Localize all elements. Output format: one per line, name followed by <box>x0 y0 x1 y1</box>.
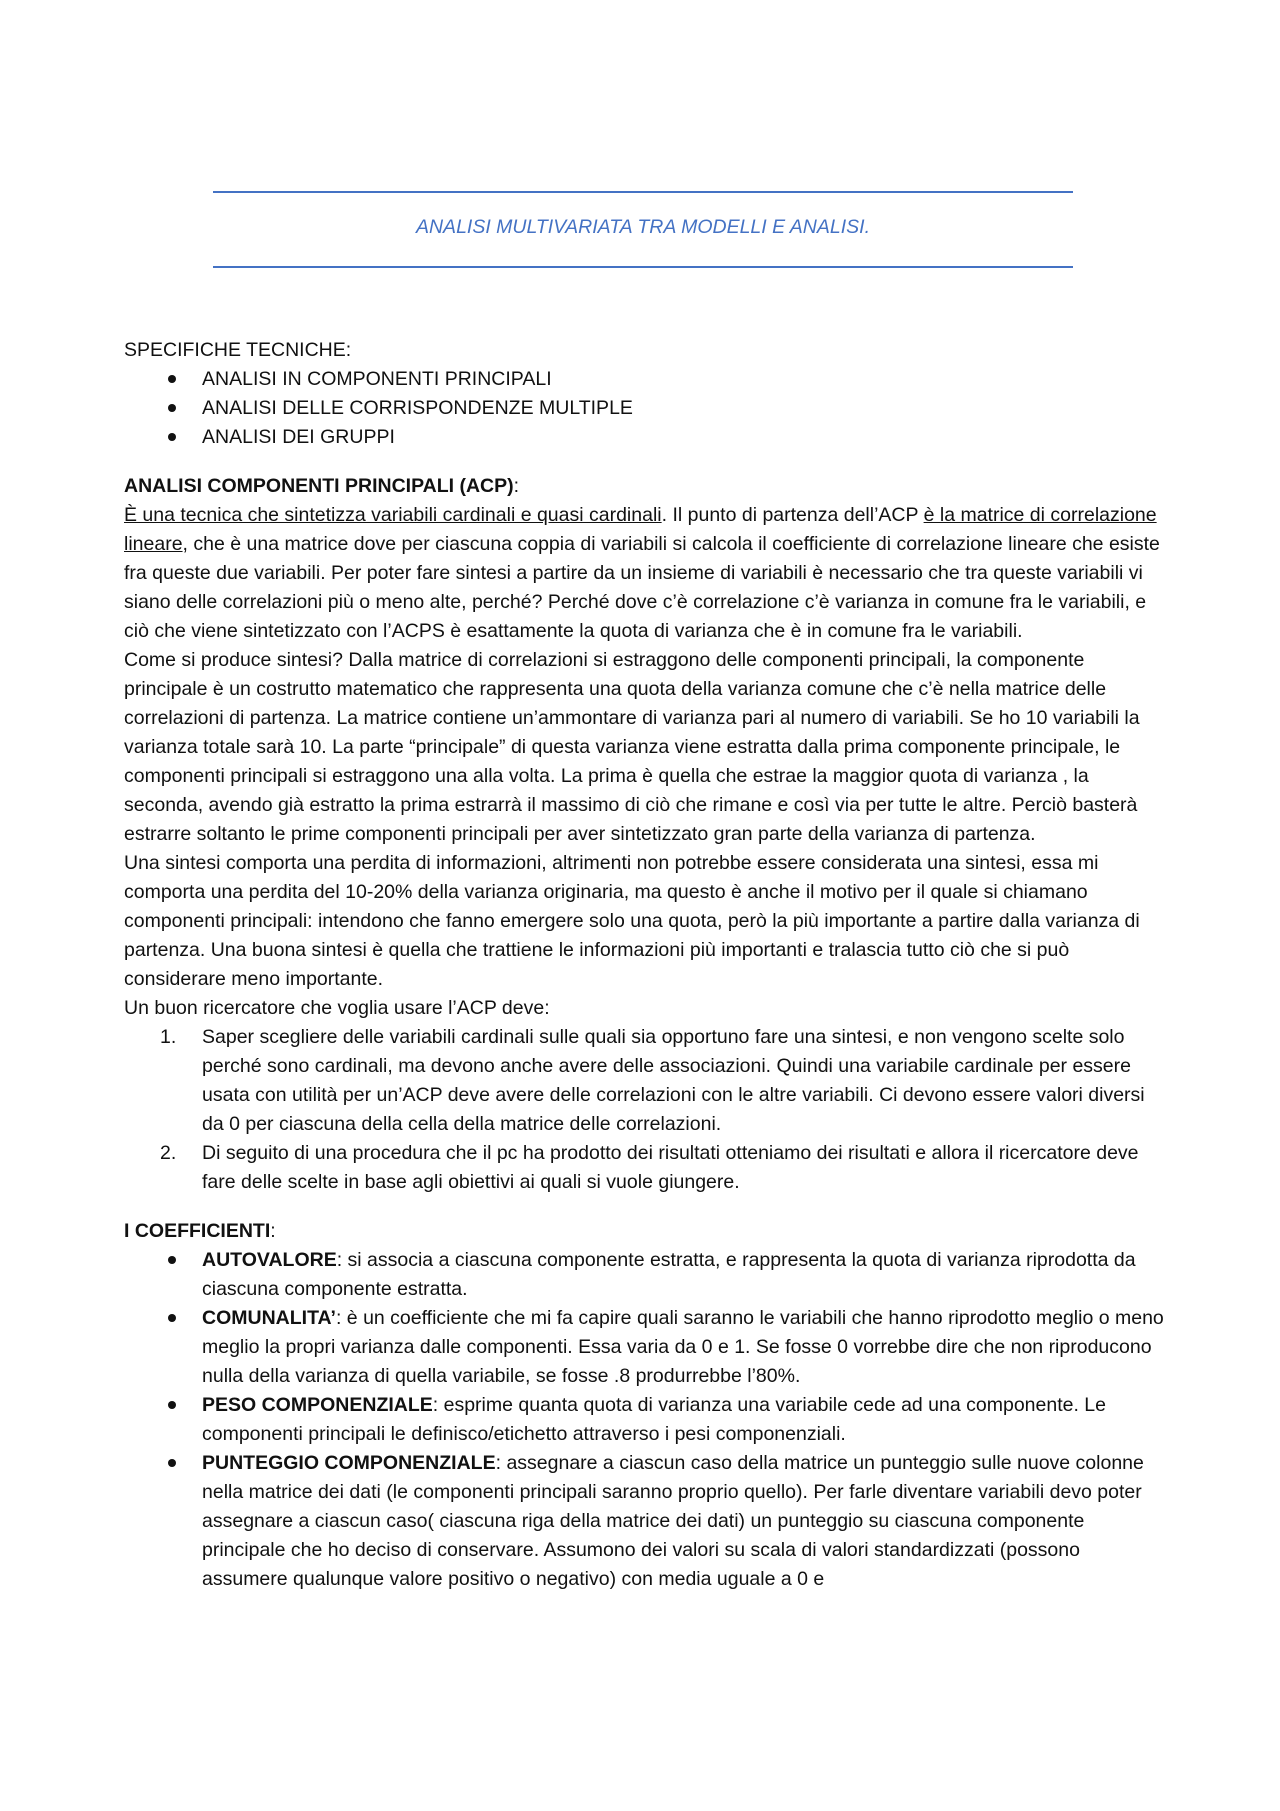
list-item: PESO COMPONENZIALE: esprime quanta quota di varianza una variabile cede ad una componente. Le componenti principali le definisco/etichetto attraverso i pesi componenziali. <box>124 1391 1169 1449</box>
document-title: ANALISI MULTIVARIATA TRA MODELLI E ANALISI. <box>415 216 871 238</box>
list-item: ANALISI DEI GRUPPI <box>124 423 1169 452</box>
coefficienti-list <box>124 1246 1169 1594</box>
coefficienti-heading: I COEFFICIENTI: <box>124 1220 276 1242</box>
acp-paragraph-3: Una sintesi comporta una perdita di informazioni, altrimenti non potrebbe essere considerata una sintesi, essa mi comporta una perdita del 10-20% della varianza originaria, ma questo è anche il motivo per il quale si chiamano componenti principali: intendono che fanno emergere solo una quota, però la più importante a partire dalla varianza di partenza. Una buona sintesi è quella che trattiene le informazioni più importanti e tralascia tutto ciò che si può considerare meno importante. <box>124 852 1140 990</box>
list-item: ANALISI IN COMPONENTI PRINCIPALI <box>124 365 1169 394</box>
list-item: ANALISI DELLE CORRISPONDENZE MULTIPLE <box>124 394 1169 423</box>
list-item: 2. Di seguito di una procedura che il pc ha prodotto dei risultati otteniamo dei risultati e allora il ricercatore deve fare delle scelte in base agli obiettivi ai quali si vuole giungere. <box>160 1142 1139 1193</box>
acp-paragraph-2: Come si produce sintesi? Dalla matrice di correlazioni si estraggono delle componenti principali, la componente principale è un costrutto matematico che rappresenta una quota della varianza comune che c’è nella matrice delle correlazioni di partenza. La matrice contiene un’ammontare di varianza pari al numero di variabili. Se ho 10 variabili la varianza totale sarà 10. La parte “principale” di questa varianza viene estratta dalla prima componente principale, le componenti principali si estraggono una alla volta. La prima è quella che estrae la maggior quota di varianza , la seconda, avendo già estratto la prima estrarrà il massimo di ciò che rimane e così via per tutte le altre. Perciò basterà estrarre soltanto le prime componenti principali per aver sintetizzato gran parte della varianza di partenza. <box>124 649 1140 845</box>
acp-heading: ANALISI COMPONENTI PRINCIPALI (ACP): <box>124 475 520 497</box>
list-item: AUTOVALORE: si associa a ciascuna componente estratta, e rappresenta la quota di varianza riprodotta da ciascuna componente estratta. <box>124 1246 1169 1304</box>
title-bottom-rule <box>213 266 1073 268</box>
acp-paragraph-1: È una tecnica che sintetizza variabili cardinali e quasi cardinali. Il punto di partenza dell’ACP è la matrice di correlazione lineare, che è una matrice dove per ciascuna coppia di variabili si calcola il coefficiente di correlazione lineare che esiste fra queste due variabili. Per poter fare sintesi a partire da un insieme di variabili è necessario che tra queste variabili vi siano delle correlazioni più o meno alte, perché? Perché dove c’è correlazione c’è varianza in comune fra le variabili, e ciò che viene sintetizzato con l’ACPS è esattamente la quota di varianza che è in comune fra le variabili. <box>124 504 1160 642</box>
acp-steps <box>124 1023 1169 1197</box>
acp-paragraph-4: Un buon ricercatore che voglia usare l’ACP deve: <box>124 997 550 1019</box>
list-item: COMUNALITA’: è un coefficiente che mi fa capire quali saranno le variabili che hanno riprodotto meglio o meno meglio la propri varianza dalle componenti. Essa varia da 0 e 1. Se fosse 0 vorrebbe dire che non riproducono nulla della varianza di quella variabile, se fosse .8 produrrebbe l’80%. <box>124 1304 1169 1391</box>
document-body <box>124 336 1169 1594</box>
list-item: PUNTEGGIO COMPONENZIALE: assegnare a ciascun caso della matrice un punteggio sulle nuove colonne nella matrice dei dati (le componenti principali saranno proprio quello). Per farle diventare variabili devo poter assegnare a ciascun caso( ciascuna riga della matrice dei dati) un punteggio su ciascuna componente principale che ho deciso di conservare. Assumono dei valori su scala di valori standardizzati (possono assumere qualunque valore positivo o negativo) con media uguale a 0 e <box>124 1449 1169 1594</box>
specifiche-list <box>124 365 1169 452</box>
list-item: 1. Saper scegliere delle variabili cardinali sulle quali sia opportuno fare una sintesi, e non vengono scelte solo perché sono cardinali, ma devono anche avere delle associazioni. Quindi una variabile cardinale per essere usata con utilità per un’ACP deve avere delle correlazioni con le altre variabili. Ci devono essere valori diversi da 0 per ciascuna della cella della matrice delle correlazioni. <box>160 1026 1145 1135</box>
title-top-rule <box>213 191 1073 193</box>
specifiche-heading: SPECIFICHE TECNICHE: <box>124 339 352 361</box>
